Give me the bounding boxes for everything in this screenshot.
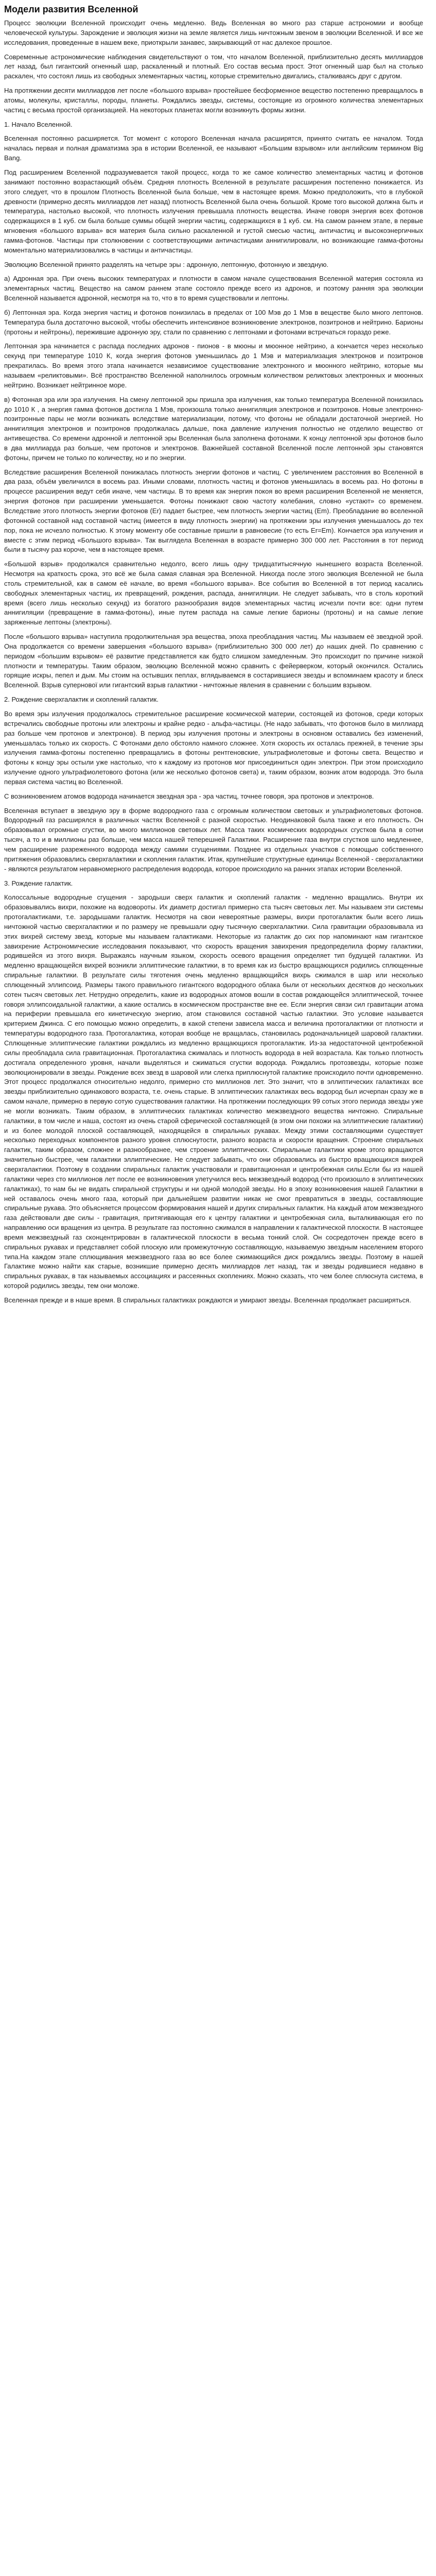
section-heading: 3. Рождение галактик.	[4, 879, 73, 887]
paragraph: «Большой взрыв» продолжался сравнительно недолго, всего лишь одну тридцатитысячную нынешнего возраста Вселенной. Несмотря на краткость срока, это всё же была самая славная эра Вселенной. Никогда после этого эволюция Вселенной не была столь стремительной, как в самом её начале, во время «большого взрыва». Все события во Вселенной в тот период касались свободных элементарных частиц, их превращений, рождения, распада, аннигиляции. Не следует забывать, что в столь короткий время (всего лишь несколько секунд) из богатого разнообразия видов элементарных частиц исчезли почти все: одни путем аннигиляции (превращение в гамма-фотоны), иные путем распада на самые легкие барионы (протоны) и на самые легкие заряженные лептоны (электроны).	[4, 560, 423, 626]
page-title: Модели развития Вселенной	[4, 4, 138, 14]
paragraph: После «большого взрыва» наступила продолжительная эра вещества, эпоха преобладания частиц. Мы называем её звездной эрой. Она продолжается со времени завершения «большого взрыва» (приблизительно 300 000 лет) до наших дней. По сравнению с периодом «большим взрывом» её развитие представляется как будто слишком замедленным. Это происходит по причине низкой плотности и температуры. Таким образом, эволюцию Вселенной можно сравнить с фейерверком, который окончился. Остались горящие искры, пепел и дым. Мы стоим на остывших пеплах, вглядываемся в состарившиеся звезды и вспоминаем красоту и блеск Вселенной. Взрыв супернової или гигантский взрыв галактики - ничтожные явления в сравнении с большим взрывом.	[4, 633, 423, 689]
paragraph: На протяжении десяти миллиардов лет после «большого взрыва» простейшее бесформенное вещество постепенно превращалось в атомы, молекулы, кристаллы, породы, планеты. Рождались звезды, системы, состоящие из огромного количества элементарных частиц с весьма простой организацией. На некоторых планетах могли возникнуть формы жизни.	[4, 87, 423, 114]
paragraph: Вследствие расширения Вселенной понижалась плотность энергии фотонов и частиц. С увеличением расстояния во Вселенной в два раза, объём увеличился в восемь раз. Иными словами, плотность частиц и фотонов уменьшилась в восемь раз. Но фотоны в процессе расширения ведут себя иначе, чем частицы. В то время как энергия покоя во время расширения Вселенной не меняется, энергия фотонов при расширении уменьшается. Фотоны понижают свою частоту колебания, словно «устают» со временем. Вследствие этого плотность энергии фотонов (Er) падает быстрее, чем плотность энергии частиц (Em). Преобладание во вселенной фотонной составной над составной частиц (имеется в виду плотность энергии) на протяжении эры излучения уменьшалось до тех пор, пока не исчезло полностью. К этому моменту обе составные пришли в равновесие (то есть Er=Em). Кончается эра излучения и вместе с этим период «Большого взрыва». Так выглядела Вселенная в возрасте примерно 300 000 лет. Расстояния в тот период были в тысячу раз короче, чем в настоящее время.	[4, 468, 423, 554]
paragraph: в) Фотонная эра или эра излучения. На смену лептонной эры пришла эра излучения, как только температура Вселенной понизилась до 1010 К , а энергия гамма фотонов достигла 1 Мэв, произошла только аннигиляция электронов и позитронов. Новые электронно-позитронные пары не могли возникать вследствие материализации, потому, что фотоны не обладали достаточной энергией. Но аннигиляция электронов и позитронов продолжалась дальше, пока давление излучения полностью не отделило вещество от антивещества. Со времени адронной и лептонной эры Вселенная была заполнена фотонами. К концу лептонной эры фотонов было в два миллиарда раз больше, чем протонов и электронов. Важнейшей составной Вселенной после лептонной эры становятся фотоны, причем не только по количеству, но и по энергии.	[4, 395, 423, 462]
paragraph: Процесс эволюции Вселенной происходит очень медленно. Ведь Вселенная во много раз старше астрономии и вообще человеческой культуры. Зарождение и эволюция жизни на земле является лишь ничтожным звеном в эволюции Вселенной. И все же исследования, проведенные в нашем веке, приоткрыли занавес, закрывающий от нас далекое прошлое.	[4, 19, 423, 46]
paragraph: Лептонная эра начинается с распада последних адронов - пионов - в мюоны и мюонное нейтрино, а кончается через несколько секунд при температуре 1010 К, когда энергия фотонов уменьшилась до 1 Мэв и материализация электронов и позитронов прекратилась. Во время этого этапа начинается независимое существование электронного и мюонного нейтрино, которые мы называем «реликтовыми». Всё пространство Вселенной наполнилось огромным количеством реликтовых электронных и мюонных нейтрино. Возникает нейтринное море.	[4, 342, 423, 389]
paragraph: а) Адронная эра. При очень высоких температурах и плотности в самом начале существования Вселенной материя состояла из элементарных частиц. Вещество на самом раннем этапе состояло прежде всего из адронов, и поэтому ранняя эра эволюции Вселенной называется адронной, несмотря на то, что в то время существовали и лептоны.	[4, 275, 423, 302]
paragraph: Современные астрономические наблюдения свидетельствуют о том, что началом Вселенной, приблизительно десять миллиардов лет назад, был гигантский огненный шар, раскаленный и плотный. Его состав весьма прост. Этот огненный шар был на столько раскален, что состоял лишь из свободных элементарных частиц, которые стремительно двигались, сталкиваясь друг с другом.	[4, 53, 423, 80]
document-page	[0, 0, 427, 1306]
paragraph: Во время эры излучения продолжалось стремительное расширение космической материи, состоящей из фотонов, среди которых встречались свободные протоны или электроны и крайне редко - альфа-частицы. (Не надо забывать, что фотонов было в миллиард раз больше чем протонов и электронов). В период эры излучения протоны и электроны в основном оставались без изменений, уменьшалась только их скорость. С Фотонами дело обстояло намного сложнее. Хотя скорость их осталась прежней, в течение эры излучения гамма-фотоны постепенно превращались в фотоны рентгеновские, ультрафиолетовые и фотоны света. Вещество и фотоны к концу эры остыли уже настолько, что к каждому из протонов мог присоединиться один электрон. При этом происходило излучение одного ультрафиолетового фотона (или же несколько фотонов света) и, таким образом, возник атом водорода. Это была первая система частиц во Вселенной.	[4, 710, 423, 786]
paragraph: Колоссальные водородные сгущения - зародыши сверх галактик и скоплений галактик - медленно вращались. Внутри их образовывались вихри, похожие на водовороты. Их диаметр достигал примерно ста тысяч световых лет. Мы называем эти системы протогалактиками, т.е. зародышами галактик. Несмотря на свои невероятные размеры, вихри протогалактик были всего лишь ничтожной частью сверхгалактики и по размеру не превышали одну тысячную сверхгалактики. Сила гравитации образовывала из этих вихрей систему звезд, которые мы называем галактиками. Некоторые из галактик до сих пор напоминают нам гигантское завихрение Астрономические исследования показывают, что скорость вращения завихрения предопределила форму галактики, родившейся из этого вихря. Выражаясь научным языком, скорость осевого вращения определяет тип будущей галактики. Из медленно вращающейся вихрей возникли эллиптические галактики, в то время как из быстро вращающихся родились сплющенные спиральные галактики. В результате силы тяготения очень медленно вращающийся вихрь сжимался в шар или несколько сплющенный эллипсоид. Размеры такого правильного гигантского водородного облака были от нескольких десятков до нескольких сотен тысяч световых лет. Нетрудно определить, какие из водородных атомов вошли в состав рождающейся эллиптической, точнее говоря эллипсоидальной галактики, а какие остались в космическом пространстве вне ее. Если энергия связи сил гравитации атома на периферии превышала его кинетическую энергию, атом становился составной частью галактики. Это условие называется критерием Джинса. С его помощью можно определить, в какой степени зависела масса и величина протогалактики от плотности и температуры водородного газа. Протогалактика, которая вообще не вращалась, становилась родоначальницей шаровой галактики. Сплющенные эллиптические галактики рождались из медленно вращающихся протогалактик. Из-за недостаточной центробежной силы преобладала сила гравитационная. Протогалактика сжималась и плотность водорода в ней возрастала. Как только плотность достигала определенного уровня, начали выделяться и сжиматься сгустки водорода. Рождались протозвезды, которые позже эволюционировали в звезды. Рождение всех звезд в шаровой или слегка приплюснутой галактике происходило почти одновременно. Этот процесс продолжался относительно недолго, примерно сто миллионов лет. Это значит, что в эллиптических галактиках все звезды приблизительно одинакового возраста, т.е. очень старые. В эллиптических галактиках весь водород был исчерпан сразу же в самом начале, примерно в первую сотую существования галактики. На протяжении последующих 99 сотых этого периода звезды уже не могли возникать. Таким образом, в эллиптических галактиках количество межзвездного вещества ничтожно. Спиральные галактики, в том числе и наша, состоят из очень старой сферической составляющей (в этом они похожи на эллиптические галактики) и из более молодой плоской составляющей, находящейся в спиральных рукавах. Между этими составляющими существует несколько переходных компонентов разного уровня сплюснутости, разного возраста и скорости вращения. Строение спиральных галактик, таким образом, сложнее и разнообразнее, чем строение эллиптических. Спиральные галактики кроме этого вращаются значительно быстрее, чем галактики эллиптические. Не следует забывать, что они образовались из быстро вращающихся вихрей сверхгалактики. Поэтому в создании спиральных галактик участвовали и гравитационная и центробежная силы.Если бы из нашей галактики через сто миллионов лет после ее возникновения улетучился весь межзвездный водород (что произошло в эллиптических галактиках), то нам бы не видать спиральной структуры и ни одной молодой звезды. Но в эпоху возникновения нашей Галактики в ней оставалось очень много газа, который при дальнейшем развитии никак не смог превратиться в звезды, составляющие спиральные рукава. Это объясняется процессом формирования нашей и других спиральных галактик. На каждый атом межзвездного газа действовали две силы - гравитация, притягивающая его к центру галактики и центробежная сила, выталкивающая его по направлению оси вращения из центра. В результате газ постоянно сжимался в направлении к галактической плоскости. В настоящее время межзвездный газ сконцентрирован в галактической плоскости в весьма тонкий слой. Он сосредоточен прежде всего в спиральных рукавах и представляет собой плоскую или промежуточную составляющую, называемую звездным населением второго типа.На каждом этапе сплющивания межзвездного газа во все более сжимающийся диск рождались звезды. Поэтому в нашей Галактике можно найти как старые, возникшие примерно десять миллиардов лет назад, так и звезды родившиеся недавно в спиральных рукавах, в так называемых ассоциациях и рассеянных скоплениях. Можно сказать, что чем более сплюснута система, в которой родились звезды, тем они моложе.	[4, 893, 423, 1290]
paragraph: С возникновением атомов водорода начинается звездная эра - эра частиц, точнее говоря, эра протонов и электронов.	[4, 792, 374, 800]
paragraph: Вселенная вступает в звездную эру в форме водородного газа с огромным количеством световых и ультрафиолетовых фотонов. Водородный газ расширялся в различных частях Вселенной с разной скоростью. Неодинаковой была также и его плотность. Он образовывал огромные сгустки, во много миллионов световых лет. Масса таких космических водородных сгустков была в сотни тысяч, а то и в миллионы раз больше, чем масса нашей теперешней Галактики. Расширение газа внутри сгустков шло медленнее, чем расширение разреженного водорода между самими сгущениями. Позднее из отдельных участков с помощью собственного притяжения образовались сверхгалактики и скопления галактик. Итак, крупнейшие структурные единицы Вселенной - сверхгалактики - являются результатом неравномерного распределения водорода, которое происходило на ранних этапах истории Вселенной.	[4, 806, 423, 873]
article-body	[4, 19, 423, 1306]
paragraph: Вселенная постоянно расширяется. Тот момент с которого Вселенная начала расширятся, принято считать ее началом. Тогда началась первая и полная драматизма эра в истории Вселенной, ее называют «Большим взрывом» или английским термином Big Bang.	[4, 134, 423, 162]
paragraph: Вселенная прежде и в наше время. В спиральных галактиках рождаются и умирают звезды. Вселенная продолжает расширяться.	[4, 1296, 411, 1304]
paragraph: Эволюцию Вселенной принято разделять на четыре эры : адронную, лептонную, фотонную и звездную.	[4, 260, 329, 268]
section-heading: 1. Начало Вселенной.	[4, 120, 73, 128]
paragraph: Под расширением Вселенной подразумевается такой процесс, когда то же самое количество элементарных частиц и фотонов занимают постоянно возрастающий объём. Средняя плотность Вселенной в результате расширения постепенно понижается. Из этого следует, что в прошлом Плотность Вселенной была больше, чем в настоящее время. Можно предположить, что в глубокой древности (примерно десять миллиардов лет назад) плотность Вселенной была очень большой. Кроме того высокой должна быть и температура, настолько высокой, что плотность излучения превышала плотность вещества. Иначе говоря энергия всех фотонов содержащихся в 1 куб. см была больше суммы общей энергии частиц, содержащихся в 1 куб. см. На самом раннем этапе, в первые мгновения «большого взрыва» вся материя была сильно раскаленной и густой смесью частиц, античастиц и высокоэнергичных гамма-фотонов. Частицы при столкновении с соответствующими античастицами аннигилировали, но возникающие гамма-фотоны моментально материализовались в частицы и античастицы.	[4, 168, 423, 254]
section-heading: 2. Рождение сверхгалактик и скоплений галактик.	[4, 696, 159, 704]
paragraph: б) Лептонная эра. Когда энергия частиц и фотонов понизилась в пределах от 100 Мэв до 1 Мэв в веществе было много лептонов. Температура была достаточно высокой, чтобы обеспечить интенсивное возникновение электронов, позитронов и нейтрино. Барионы (протоны и нейтроны), пережившие адронную эру, стали по сравнению с лептонами и фотонами встречаться гораздо реже.	[4, 308, 423, 336]
